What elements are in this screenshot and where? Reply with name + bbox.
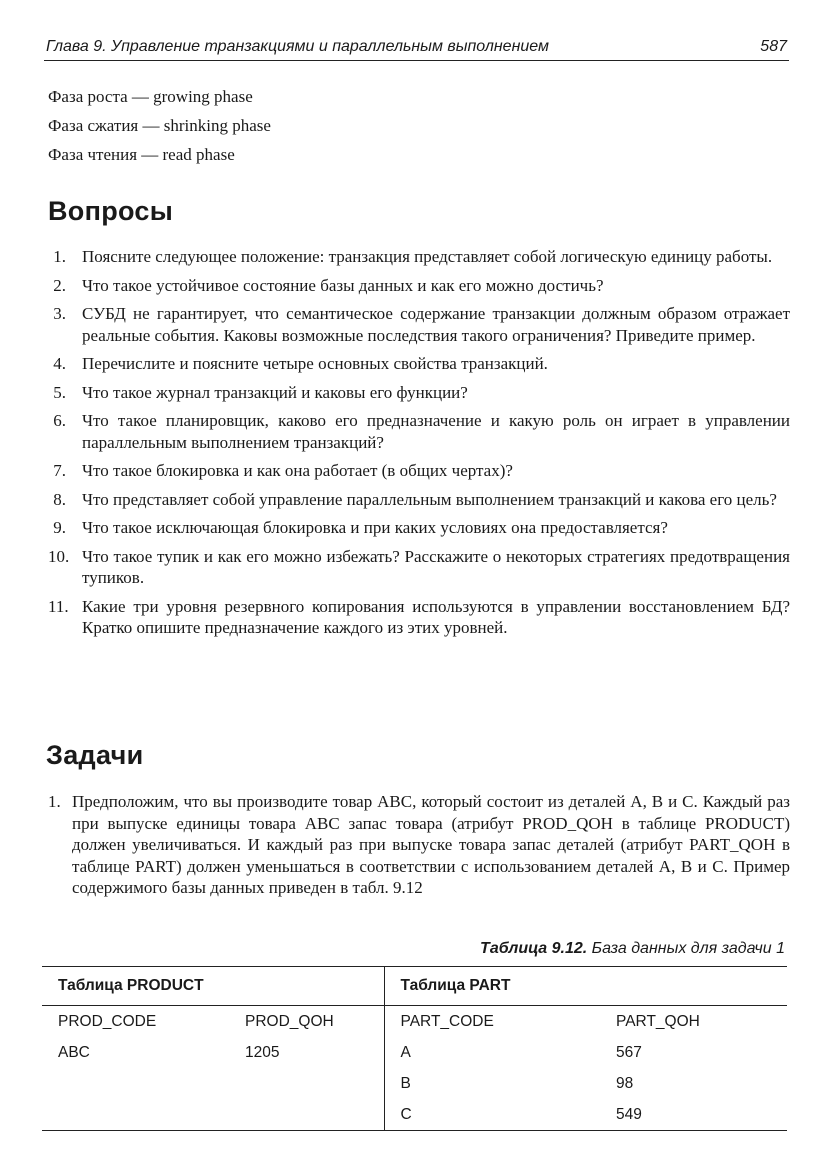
question-text: Что такое тупик и как его можно избежать? Расскажите о некоторых стратегиях предотвращения тупиков. [82, 546, 790, 587]
question-text: Что такое журнал транзакций и каковы его функции? [82, 382, 468, 402]
table-caption-text: База данных для задачи 1 [587, 940, 785, 957]
table-cell: PART_CODE [384, 1006, 600, 1038]
question-item [48, 546, 790, 589]
table-cell: ABC [58, 1043, 90, 1061]
question-number: 6. [53, 411, 66, 430]
tasks-heading: Задачи [46, 740, 144, 770]
database-table [42, 966, 787, 1131]
question-number: 3. [53, 304, 66, 323]
table-row [42, 1068, 787, 1099]
question-item [48, 460, 790, 482]
question-text: Что такое блокировка и как она работает (в общих чертах)? [82, 461, 513, 480]
question-item [48, 246, 790, 268]
running-head [44, 34, 789, 61]
question-item [48, 275, 790, 297]
question-number: 11. [48, 596, 69, 616]
table-cell: PROD_CODE [58, 1012, 157, 1030]
question-number: 4. [53, 354, 66, 373]
question-text: Что такое планировщик, каково его предназначение и какую роль он играет в управлении параллельным выполнением транзакций? [82, 411, 790, 452]
table-cell: 1205 [245, 1043, 280, 1061]
question-text: Что такое исключающая блокировка и при каких условиях она предоставляется? [82, 518, 668, 537]
table-caption-label: Таблица 9.12. [480, 940, 588, 957]
question-text: Что такое устойчивое состояние базы данных и как его можно достичь? [82, 275, 604, 295]
table-cell: A [384, 1037, 600, 1068]
question-text: СУБД не гарантирует, что семантическое содержание транзакции должным образом отражает реальные события. Каковы возможные последствия такого ограничения? Приведите пример. [82, 304, 790, 345]
table-cell [229, 1068, 384, 1099]
question-number: 2. [53, 275, 66, 295]
table-row [42, 1099, 787, 1131]
table-caption [480, 940, 785, 958]
table-cell: C [384, 1099, 600, 1131]
table-cell: 549 [616, 1105, 642, 1123]
table-header-row [42, 967, 787, 1006]
table-cell [229, 1099, 384, 1131]
question-number: 1. [53, 247, 66, 266]
question-item [48, 517, 790, 539]
term-list [48, 84, 271, 171]
table-row [42, 1037, 787, 1068]
table-cell: PART_QOH [616, 1012, 700, 1030]
question-item [48, 596, 790, 639]
table-row [42, 1006, 787, 1038]
questions-list [48, 246, 790, 646]
chapter-title: Глава 9. Управление транзакциями и параллельным выполнением [46, 38, 549, 55]
question-number: 5. [53, 382, 66, 402]
table-cell: 98 [616, 1074, 634, 1092]
part-table-title: Таблица PART [384, 967, 787, 1006]
page-number: 587 [760, 38, 787, 55]
product-table-title: Таблица PRODUCT [42, 967, 384, 1006]
task-item [48, 791, 790, 899]
table-cell: 567 [616, 1043, 642, 1061]
term-item: Фаза роста — growing phase [48, 87, 253, 106]
term-item: Фаза сжатия — shrinking phase [48, 116, 271, 135]
term-item: Фаза чтения — read phase [48, 145, 235, 164]
question-number: 9. [53, 518, 66, 537]
question-number: 10. [48, 546, 70, 566]
question-item [48, 303, 790, 346]
table-cell [42, 1099, 229, 1131]
question-text: Какие три уровня резервного копирования используются в управлении восстановлением БД? Кратко опишите предназначение каждого из этих уровней. [82, 596, 790, 637]
task-text: Предположим, что вы производите товар ABC, который состоит из деталей A, B и C. Каждый раз при выпуске единицы товара ABC запас товара (атрибут PROD_QOH в таблице PRODUCT) должен увеличиваться. И каждый раз при выпуске товара запас деталей (атрибут PART_QOH в таблице PART) должен уменьшаться в соответствии с использованием деталей A, B и C. Пример содержимого базы данных приведен в табл. 9.12 [72, 792, 790, 897]
question-text: Что представляет собой управление параллельным выполнением транзакций и какова его цель? [82, 489, 777, 509]
question-item [48, 410, 790, 453]
question-text: Поясните следующее положение: транзакция представляет собой логическую единицу работы. [82, 247, 773, 266]
question-item [48, 489, 790, 511]
table-cell: PROD_QOH [245, 1012, 334, 1030]
question-number: 7. [53, 461, 66, 480]
task-number: 1. [48, 792, 61, 811]
table-cell [42, 1068, 229, 1099]
table-cell: B [384, 1068, 600, 1099]
question-item [48, 353, 790, 375]
questions-heading: Вопросы [48, 196, 174, 226]
question-item [48, 382, 790, 404]
question-text: Перечислите и поясните четыре основных свойства транзакций. [82, 354, 548, 373]
question-number: 8. [53, 489, 66, 509]
